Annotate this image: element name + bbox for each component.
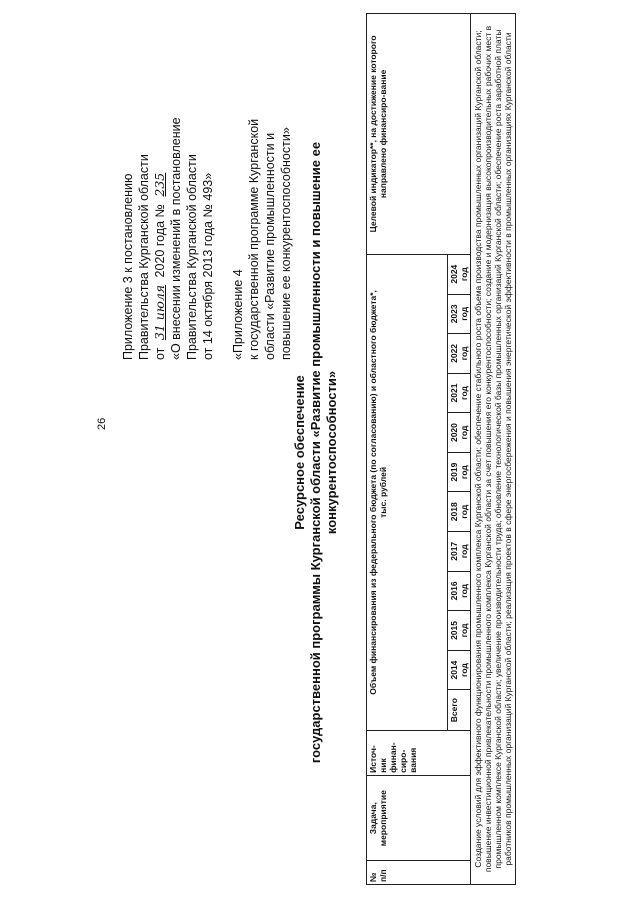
header-task: Задача, мероприятие: [367, 775, 471, 861]
header-year: 2016 год: [448, 571, 471, 611]
header-year: 2014 год: [448, 650, 471, 690]
appendix-line: Правительства Курганской области: [185, 154, 199, 360]
header-year: 2024 год: [448, 254, 471, 294]
header-year: 2023 год: [448, 294, 471, 334]
appendix-line: Правительства Курганской области: [137, 154, 151, 360]
header-year: 2018 год: [448, 492, 471, 532]
appendix-line: «О внесении изменений в постановление: [169, 117, 183, 360]
header-indicator: Целевой индикатор**, на достижение которого направлено финансиро-вание: [367, 14, 471, 255]
appendix-date-year: 2020 года №: [153, 204, 167, 278]
header-year: 2019 год: [448, 452, 471, 492]
header-volume-text: Объем финансирования из федерального бюджета (по согласованию) и областного бюджета*,: [368, 290, 378, 695]
page-number: 26: [96, 417, 108, 430]
header-year: 2022 год: [448, 334, 471, 374]
document-title: [292, 30, 340, 875]
header-year: 2020 год: [448, 413, 471, 453]
header-total: Всего: [448, 690, 471, 731]
appendix-block: [120, 30, 294, 360]
header-volume: [367, 254, 448, 730]
title-line: Ресурсное обеспечение: [292, 375, 307, 530]
goal-row: Создание условий для эффективного функционирования промышленного комплекса Курганской области; обеспечение стабильного роста объема производства промышленных организаций Курганской области; повышение инвестиционной привлекательности промышленного комплекса Курганской области за счет повышения его конкурентоспособности; создание и модернизация высокопроизводительных рабочих мест в промышленном комплексе Курганской области; увеличение производительности труда; обновление технологической базы промышленных организаций Курганской области; обеспечение роста заработной платы работников промышленных организаций Курганской области; реализация проектов в сфере энергосбережения и повышения энергетической эффективности в промышленных организациях Курганской области: [471, 14, 516, 885]
handwritten-number: 235: [152, 172, 167, 197]
header-volume-unit: тыс. рублей: [378, 466, 388, 518]
header-source: Источ-ник финан-сиро-вания: [367, 730, 471, 775]
appendix-date-line: [152, 30, 168, 360]
header-year: 2021 год: [448, 373, 471, 413]
header-year: 2015 год: [448, 611, 471, 651]
title-line: конкурентоспособности»: [324, 370, 339, 535]
appendix-line: Приложение 3 к постановлению: [121, 173, 135, 360]
appendix-line: повышение ее конкурентоспособности»: [279, 127, 293, 360]
appendix-line: от 14 октября 2013 года № 493»: [201, 172, 215, 360]
appendix-line: области «Развитие промышленности и: [263, 132, 277, 360]
appendix-line: «Приложение 4: [231, 269, 245, 360]
handwritten-date: 31 июля: [152, 284, 167, 341]
resource-table: [366, 13, 516, 885]
appendix-line: к государственной программе Курганской: [247, 118, 261, 360]
appendix-date-prefix: от: [153, 347, 167, 360]
title-line: государственной программы Курганской области «Развитие промышленности и повышение ее: [308, 141, 323, 764]
header-num: № п/п: [367, 861, 471, 885]
header-year: 2017 год: [448, 532, 471, 572]
